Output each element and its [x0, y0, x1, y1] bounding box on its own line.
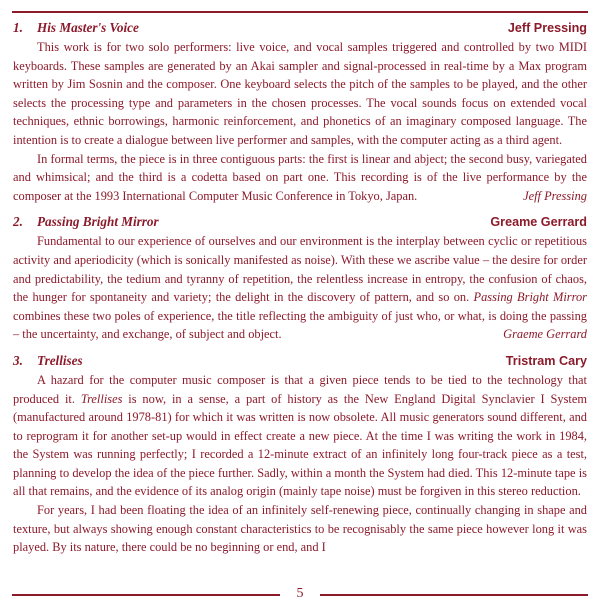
section-title: Passing Bright Mirror	[37, 214, 159, 230]
paragraph-text: A hazard for the computer music composer is that a given piece tends to be tied to the technology that produced it.	[13, 372, 587, 406]
paragraph-text: is now, in a sense, a part of history as the New England Digital Synclavier I System (manufactured around 1978-81) for which it was written is now obsolete. All music generators sound different, and to reprogram it for another set-up would in effect create a new piece. At the time I was writing the work in 1984, the System was running perfectly; I recorded a 12-minute extract of an infinitely long four-track piece as a test, planning to develop the idea of the piece further. Sadly, within a month the System had died. This 12-minute tape is all that remains, and the evidence of its analog origin (mainly tape noise) must be forgiven in this stereo reduction.	[13, 391, 587, 499]
section-trellises	[13, 351, 587, 557]
footer-rule-left	[12, 594, 280, 596]
page-number: 5	[296, 586, 304, 601]
work-title-italic: Passing Bright Mirror	[473, 290, 587, 305]
signature: Graeme Gerrard	[503, 327, 587, 342]
section-number: 1.	[13, 20, 23, 35]
footer-rule-right	[320, 594, 588, 596]
signature: Jeff Pressing	[523, 188, 587, 203]
paragraph	[13, 150, 587, 206]
section-title: Trellises	[37, 352, 83, 368]
paragraph	[13, 232, 587, 344]
paragraph	[13, 371, 587, 501]
section-heading	[13, 351, 587, 371]
paragraph: This work is for two solo performers: live voice, and vocal samples triggered and controlled by two MIDI keyboards. These samples are generated by an Akai sampler and signal-processed in real-time by a Max program written by Jim Sosnin and the composer. One keyboard selects the pitch of the samples to be played, and the other selects the processing type and parameters in the chosen processes. The vocal sounds focus on extended vocal techniques, ethnic borrowings, harmonic reinforcement, and phonetics of an imaginary composed language. The intention is to create a dialogue between live performer and samples, with the computer acting as a third agent.	[13, 40, 587, 147]
top-rule	[12, 11, 588, 13]
section-heading	[13, 212, 587, 232]
liner-notes	[13, 18, 587, 564]
paragraph: For years, I had been floating the idea of an infinitely self-renewing piece, continually changing in shape and texture, but always showing enough constant characteristics to be recognisably the same piece however long it was played. By its nature, there could be no beginning or end, and I	[13, 503, 587, 555]
section-passing-bright-mirror	[13, 212, 587, 344]
paragraph-text: Fundamental to our experience of ourselves and our environment is the interplay between cyclic or repetitious activity and aperiodicity (which is sonically manifested as noise). With these we ascribe value – the desire for order and predictability, the tedium and tyranny of repetition, the relentless increase in entropy, the confusion of chaos, the hunger for spontaneity and variety; the delight in the discovery of pattern, and so on.	[13, 234, 587, 305]
section-number: 3.	[13, 352, 23, 368]
section-title: His Master's Voice	[37, 20, 139, 35]
section-composer: Jeff Pressing	[507, 21, 587, 35]
paragraph-text: combines these two poles of experience, the title reflecting the ambiguity of just who, or what, is doing the passing – the uncertainty, and exchange, of subject and object.	[13, 308, 587, 342]
paragraph-text: In formal terms, the piece is in three contiguous parts: the first is linear and abject; the second busy, variegated and whimsical; and the third is a codetta based on part one. This recording is of the live performance by the composer at the 1993 International Computer Music Conference in Tokyo, Japan.	[13, 151, 587, 203]
section-heading	[13, 18, 587, 38]
page-footer	[12, 585, 588, 605]
section-number: 2.	[13, 214, 23, 230]
work-title-italic: Trellises	[80, 391, 123, 406]
section-his-masters-voice	[13, 18, 587, 205]
section-composer: Tristram Cary	[505, 353, 587, 368]
section-composer: Greame Gerrard	[490, 215, 587, 230]
